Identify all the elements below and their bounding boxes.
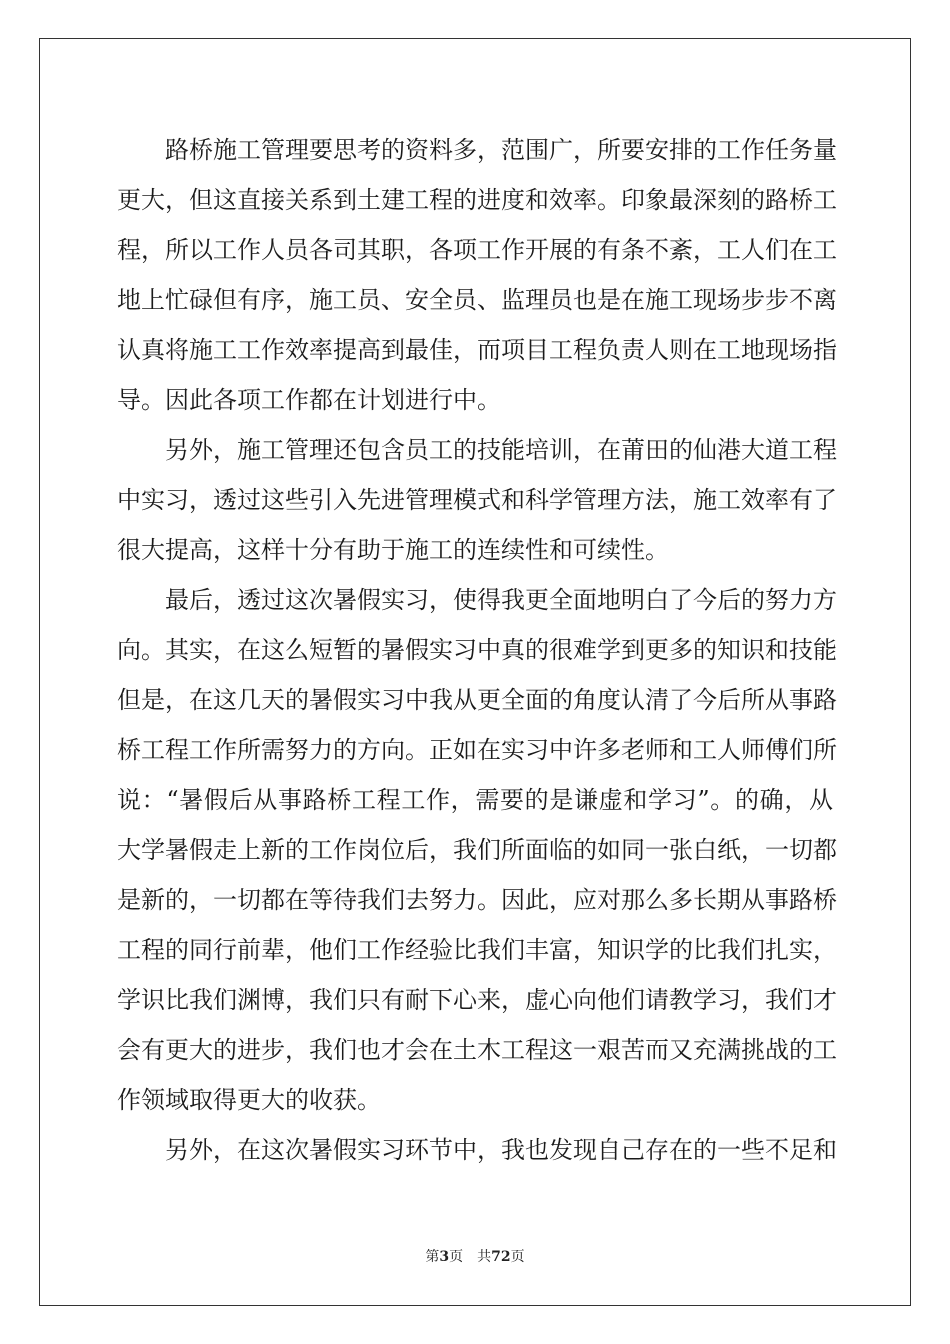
total-prefix: 共 <box>477 1249 492 1265</box>
paragraph-3-line-2: 向。其实，在这么短暂的暑假实习中真的很难学到更多的知识和技能 <box>117 636 837 664</box>
paragraph-3-line-9: 学识比我们渊博，我们只有耐下心来，虚心向他们请教学习，我们才 <box>117 986 837 1014</box>
paragraph-3-line-7: 是新的，一切都在等待我们去努力。因此，应对那么多长期从事路桥 <box>117 886 837 914</box>
page-number: 3 <box>439 1249 450 1265</box>
paragraph-3-line-10: 会有更大的进步，我们也才会在土木工程这一艰苦而又充满挑战的工 <box>117 1036 837 1064</box>
total-pages: 72 <box>491 1249 511 1265</box>
paragraph-1-line-4: 地上忙碌但有序，施工员、安全员、监理员也是在施工现场步步不离 <box>117 286 837 314</box>
paragraph-2-line-2: 中实习，透过这些引入先进管理模式和科学管理方法，施工效率有了 <box>117 486 837 514</box>
paragraph-3-line-4: 桥工程工作所需努力的方向。正如在实习中许多老师和工人师傅们所 <box>117 736 837 764</box>
page-footer <box>0 1248 950 1266</box>
paragraph-1-line-1: 路桥施工管理要思考的资料多，范围广，所要安排的工作任务量 <box>165 136 837 164</box>
paragraph-1-line-5: 认真将施工工作效率提高到最佳，而项目工程负责人则在工地现场指 <box>117 336 837 364</box>
page-prefix: 第 <box>425 1249 440 1265</box>
paragraph-3-line-1: 最后，透过这次暑假实习，使得我更全面地明白了今后的努力方 <box>165 586 837 614</box>
paragraph-2-line-3: 很大提高，这样十分有助于施工的连续性和可续性。 <box>117 536 669 564</box>
paragraph-4-line-1: 另外，在这次暑假实习环节中，我也发现自己存在的一些不足和 <box>165 1136 837 1164</box>
total-suffix: 页 <box>510 1249 525 1265</box>
paragraph-1-line-3: 程，所以工作人员各司其职，各项工作开展的有条不紊，工人们在工 <box>117 236 837 264</box>
paragraph-2-line-1: 另外，施工管理还包含员工的技能培训，在莆田的仙港大道工程 <box>165 436 837 464</box>
paragraph-1-line-2: 更大，但这直接关系到土建工程的进度和效率。印象最深刻的路桥工 <box>117 186 837 214</box>
paragraph-3-line-6: 大学暑假走上新的工作岗位后，我们所面临的如同一张白纸，一切都 <box>117 836 837 864</box>
paragraph-3-line-8: 工程的同行前辈，他们工作经验比我们丰富，知识学的比我们扎实， <box>117 936 837 964</box>
paragraph-1-line-6: 导。因此各项工作都在计划进行中。 <box>117 386 501 414</box>
paragraph-3-line-3: 但是，在这几天的暑假实习中我从更全面的角度认清了今后所从事路 <box>117 686 837 714</box>
page-suffix: 页 <box>449 1249 464 1265</box>
paragraph-3-line-11: 作领域取得更大的收获。 <box>117 1086 381 1114</box>
paragraph-3-line-5: 说：“暑假后从事路桥工程工作，需要的是谦虚和学习”。的确，从 <box>117 786 833 814</box>
